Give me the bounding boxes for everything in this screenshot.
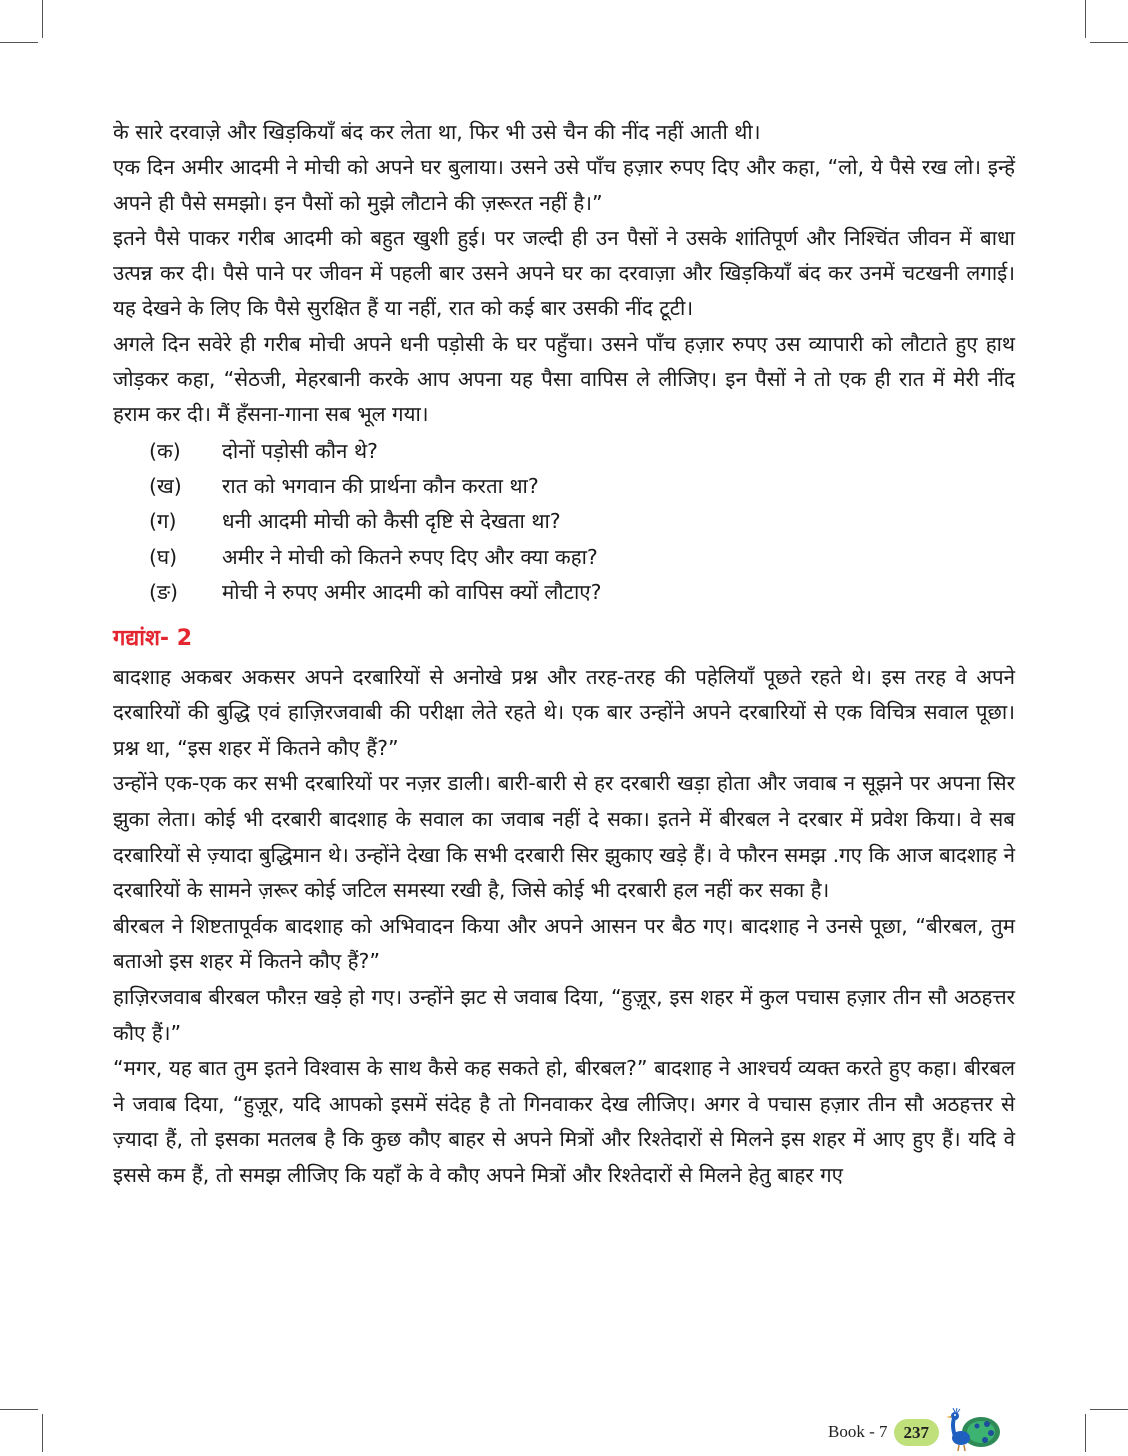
question-text: अमीर ने मोची को कितने रुपए दिए और क्या कहा? — [222, 544, 598, 569]
question-item — [149, 575, 1015, 610]
passage-paragraph: बीरबल ने शिष्टतापूर्वक बादशाह को अभिवादन किया और अपने आसन पर बैठ गए। बादशाह ने उनसे पूछा, “बीरबल, तुम बताओ इस शहर में कितने कौए हैं?” — [113, 913, 1015, 974]
page-number-badge: 237 — [894, 1419, 940, 1446]
crop-mark — [0, 1409, 38, 1410]
crop-mark — [42, 0, 43, 38]
question-text: रात को भगवान की प्रार्थना कौन करता था? — [222, 474, 539, 499]
crop-mark — [1090, 42, 1128, 43]
crop-mark — [1085, 1414, 1086, 1452]
passage-paragraph: उन्होंने एक-एक कर सभी दरबारियों पर नज़र डाली। बारी-बारी से हर दरबारी खड़ा होता और जवाब न सूझने पर अपना सिर झुका लेता। कोई भी दरबारी बादशाह के सवाल का जवाब नहीं दे सका। इतने में बीरबल ने दरबार में प्रवेश किया। वे सब दरबारियों से ज़्यादा बुद्धिमान थे। उन्होंने देखा कि सभी दरबारी सिर झुकाए खड़े हैं। वे फौरन समझ .गए कि आज बादशाह ने दरबारियों के सामने ज़रूर कोई जटिल समस्या रखी है, जिसे कोई भी दरबारी हल नहीं कर सका है। — [113, 771, 1015, 903]
question-label: (घ) — [149, 544, 178, 569]
question-text: मोची ने रुपए अमीर आदमी को वापिस क्यों लौटाए? — [222, 580, 602, 605]
section-heading: गद्यांश- 2 — [113, 625, 193, 651]
passage-1 — [113, 115, 1015, 611]
question-item — [149, 469, 1015, 504]
passage-2 — [113, 624, 1015, 1194]
passage-paragraph: “मगर, यह बात तुम इतने विश्वास के साथ कैसे कह सकते हो, बीरबल?” बादशाह ने आश्चर्य व्यक्त करते हुए कहा। बीरबल ने जवाब दिया, “हुज़ूर, यदि आपको इसमें संदेह है तो गिनवाकर देख लीजिए। अगर वे पचास हज़ार तीन सौ अठहत्तर से ज़्यादा हैं, तो इसका मतलब है कि कुछ कौए बाहर से अपने मित्रों और रिश्तेदारों से मिलने इस शहर में आए हुए हैं। यदि वे इससे कम हैं, तो समझ लीजिए कि यहाँ के वे कौए अपने मित्रों और रिश्तेदारों से मिलने हेतु बाहर गए — [113, 1056, 1015, 1188]
book-label: Book - 7 — [828, 1422, 888, 1441]
crop-mark — [1085, 0, 1086, 38]
crop-mark — [1090, 1409, 1128, 1410]
peacock-icon — [943, 1408, 1001, 1456]
question-text: दोनों पड़ोसी कौन थे? — [222, 438, 378, 463]
question-item — [149, 540, 1015, 575]
question-label: (क) — [149, 438, 181, 463]
question-list — [113, 434, 1015, 611]
crop-mark — [0, 42, 38, 43]
passage-paragraph: बादशाह अकबर अकसर अपने दरबारियों से अनोखे प्रश्न और तरह-तरह की पहेलियाँ पूछते रहते थे। इस तरह वे अपने दरबारियों की बुद्धि एवं हाज़िरजवाबी की परीक्षा लेते रहते थे। एक बार उन्होंने अपने दरबारियों से एक विचित्र सवाल पूछा। प्रश्न था, “इस शहर में कितने कौए हैं?” — [113, 664, 1015, 760]
passage-paragraph: अगले दिन सवेरे ही गरीब मोची अपने धनी पड़ोसी के घर पहुँचा। उसने पाँच हज़ार रुपए उस व्यापारी को लौटाते हुए हाथ जोड़कर कहा, “सेठजी, मेहरबानी करके आप अपना यह पैसा वापिस ले लीजिए। इन पैसों ने तो एक ही रात में मेरी नींद हराम कर दी। मैं हँसना-गाना सब भूल गया। — [113, 331, 1015, 427]
question-label: (ङ) — [149, 580, 179, 605]
passage-paragraph: इतने पैसे पाकर गरीब आदमी को बहुत खुशी हुई। पर जल्दी ही उन पैसों ने उसके शांतिपूर्ण और निश्चिंत जीवन में बाधा उत्पन्न कर दी। पैसे पाने पर जीवन में पहली बार उसने अपने घर का दरवाज़ा और खिड़कियाँ बंद कर उनमें चटखनी लगाई। यह देखने के लिए कि पैसे सुरक्षित हैं या नहीं, रात को कई बार उसकी नींद टूटी। — [113, 225, 1015, 321]
passage-paragraph: के सारे दरवाज़े और खिड़कियाँ बंद कर लेता था, फिर भी उसे चैन की नींद नहीं आती थी। — [113, 120, 761, 144]
question-label: (ख) — [149, 474, 182, 499]
question-label: (ग) — [149, 509, 177, 534]
question-item — [149, 504, 1015, 539]
passage-paragraph: एक दिन अमीर आदमी ने मोची को अपने घर बुलाया। उसने उसे पाँच हज़ार रुपए दिए और कहा, “लो, ये पैसे रख लो। इन्हें अपने ही पैसे समझो। इन पैसों को मुझे लौटाने की ज़रूरत नहीं है।” — [113, 155, 1015, 215]
page-content — [113, 115, 1015, 1194]
crop-mark — [42, 1414, 43, 1452]
question-item — [149, 434, 1015, 469]
page-footer — [828, 1408, 1001, 1456]
question-text: धनी आदमी मोची को कैसी दृष्टि से देखता था? — [222, 509, 561, 534]
passage-paragraph: हाज़िरजवाब बीरबल फौरऩ खड़े हो गए। उन्होंने झट से जवाब दिया, “हुज़ूर, इस शहर में कुल पचास हज़ार तीन सौ अठहत्तर कौए हैं।” — [113, 985, 1015, 1045]
